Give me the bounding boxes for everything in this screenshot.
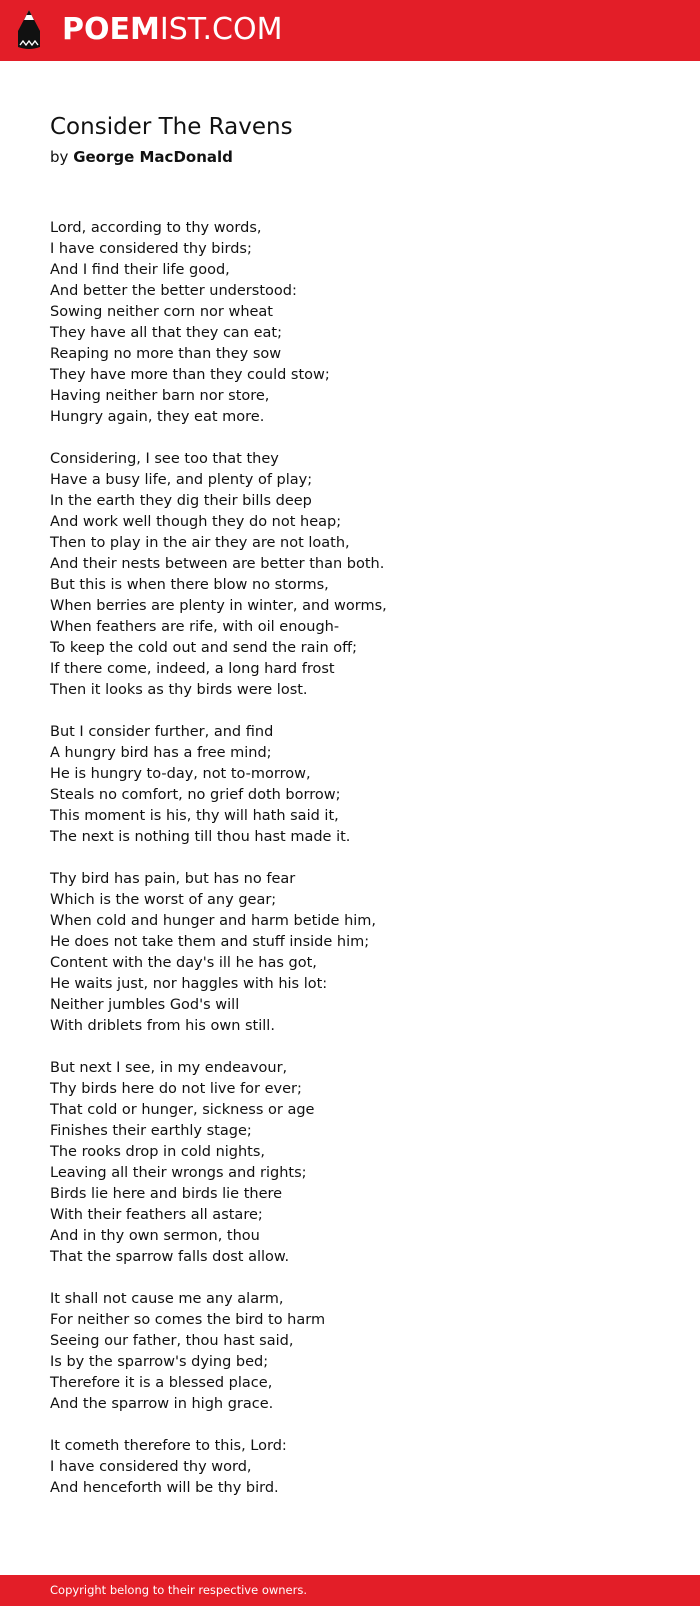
stanza (50, 1058, 650, 1268)
poem-line: And I find their life good, (50, 262, 230, 278)
poem-line: When cold and hunger and harm betide him, (50, 913, 377, 929)
site-logo[interactable] (62, 10, 282, 50)
poem-line: I have considered thy word, (50, 1459, 252, 1475)
poem-line: He is hungry to-day, not to-morrow, (50, 766, 311, 782)
poem-title: Consider The Ravens (50, 114, 293, 140)
pencil-icon[interactable] (16, 9, 42, 51)
brand-bold: POEM (62, 12, 160, 47)
poem-line: Therefore it is a blessed place, (50, 1375, 273, 1391)
poem-line: When berries are plenty in winter, and worms, (50, 598, 387, 614)
poem-line: Leaving all their wrongs and rights; (50, 1165, 307, 1181)
poem-line: And work well though they do not heap; (50, 514, 342, 530)
poem-line: And the sparrow in high grace. (50, 1396, 274, 1412)
poem-body (50, 218, 650, 1520)
poem-line: And better the better understood: (50, 283, 297, 299)
poem-line: In the earth they dig their bills deep (50, 493, 312, 509)
poem-line: Birds lie here and birds lie there (50, 1186, 283, 1202)
site-footer (0, 1575, 700, 1606)
stanza (50, 722, 650, 848)
poem-line: They have more than they could stow; (50, 367, 330, 383)
copyright-text: Copyright belong to their respective owners. (50, 1583, 308, 1597)
poem-line: Hungry again, they eat more. (50, 409, 265, 425)
poem-line: The next is nothing till thou hast made it. (50, 829, 351, 845)
poem-line: This moment is his, thy will hath said it, (50, 808, 339, 824)
poem-line: Steals no comfort, no grief doth borrow; (50, 787, 341, 803)
poem-line: For neither so comes the bird to harm (50, 1312, 326, 1328)
author-name[interactable]: George MacDonald (73, 148, 233, 166)
poem-line: Reaping no more than they sow (50, 346, 282, 362)
poem-line: Have a busy life, and plenty of play; (50, 472, 313, 488)
poem-line: When feathers are rife, with oil enough- (50, 619, 340, 635)
poem-line: Finishes their earthly stage; (50, 1123, 252, 1139)
poem-line: That the sparrow falls dost allow. (50, 1249, 290, 1265)
poem-line: Thy birds here do not live for ever; (50, 1081, 302, 1097)
poem-line: He waits just, nor haggles with his lot: (50, 976, 328, 992)
stanza (50, 1289, 650, 1415)
poem-line: He does not take them and stuff inside him; (50, 934, 370, 950)
poem-line: Then it looks as thy birds were lost. (50, 682, 308, 698)
poem-line: If there come, indeed, a long hard frost (50, 661, 335, 677)
poem-line: They have all that they can eat; (50, 325, 282, 341)
poem-line: Neither jumbles God's will (50, 997, 240, 1013)
poem-line: I have considered thy birds; (50, 241, 252, 257)
poem-line: But next I see, in my endeavour, (50, 1060, 288, 1076)
poem-line: A hungry bird has a free mind; (50, 745, 272, 761)
poem-line: And henceforth will be thy bird. (50, 1480, 279, 1496)
site-header (0, 0, 700, 61)
poem-line: Sowing neither corn nor wheat (50, 304, 273, 320)
by-label: by (50, 148, 69, 166)
poem-line: Then to play in the air they are not loath, (50, 535, 350, 551)
poem-line: But this is when there blow no storms, (50, 577, 329, 593)
poem-line: Which is the worst of any gear; (50, 892, 277, 908)
poem-line: And their nests between are better than both. (50, 556, 385, 572)
poem-line: To keep the cold out and send the rain off; (50, 640, 358, 656)
stanza (50, 218, 650, 428)
poem-line: And in thy own sermon, thou (50, 1228, 260, 1244)
stanza (50, 449, 650, 701)
stanza (50, 869, 650, 1037)
poem-line: Thy bird has pain, but has no fear (50, 871, 296, 887)
poem-line: Is by the sparrow's dying bed; (50, 1354, 269, 1370)
poem-line: It shall not cause me any alarm, (50, 1291, 284, 1307)
poem-line: Content with the day's ill he has got, (50, 955, 317, 971)
poem-line: The rooks drop in cold nights, (50, 1144, 266, 1160)
poem-line: It cometh therefore to this, Lord: (50, 1438, 287, 1454)
brand-light: IST.COM (159, 12, 283, 47)
stanza (50, 1436, 650, 1499)
byline (50, 148, 233, 166)
poem-line: Considering, I see too that they (50, 451, 279, 467)
poem-line: With their feathers all astare; (50, 1207, 263, 1223)
poem-line: That cold or hunger, sickness or age (50, 1102, 315, 1118)
poem-line: Seeing our father, thou hast said, (50, 1333, 294, 1349)
poem-line: With driblets from his own still. (50, 1018, 275, 1034)
poem-line: But I consider further, and find (50, 724, 274, 740)
poem-line: Lord, according to thy words, (50, 220, 262, 236)
poem-line: Having neither barn nor store, (50, 388, 270, 404)
